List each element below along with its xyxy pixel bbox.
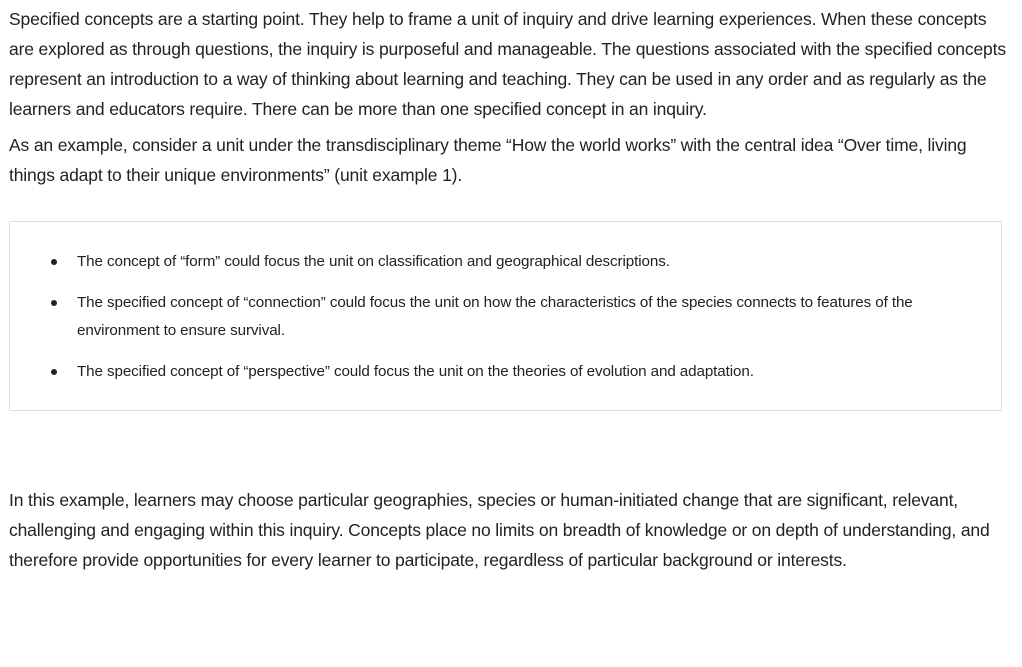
example-paragraph: As an example, consider a unit under the transdisciplinary theme “How the world works” with the central idea “Over time, living things adapt to their unique environments” (unit example 1). (9, 135, 967, 185)
bullet-dot-icon (51, 300, 57, 306)
bullet-text: The specified concept of “connection” could focus the unit on how the characteristics of the species connects to features of the environment to ensure survival. (77, 294, 913, 339)
example-box (9, 221, 1002, 411)
bullet-text: The concept of “form” could focus the unit on classification and geographical descriptions. (77, 253, 670, 270)
bullet-text: The specified concept of “perspective” could focus the unit on the theories of evolution and adaptation. (77, 363, 754, 380)
closing-paragraph: In this example, learners may choose particular geographies, species or human-initiated change that are significant, relevant, challenging and engaging within this inquiry. Concepts place no limits on breadth of knowledge or on depth of understanding, and therefore provide opportunities for every learner to participate, regardless of particular background or interests. (9, 490, 990, 570)
bullet-item-form (10, 248, 981, 276)
intro-paragraph: Specified concepts are a starting point. They help to frame a unit of inquiry and drive learning experiences. When these concepts are explored as through questions, the inquiry is purposeful and manageable. The questions associated with the specified concepts represent an introduction to a way of thinking about learning and teaching. They can be used in any order and as regularly as the learners and educators require. There can be more than one specified concept in an inquiry. (9, 9, 1006, 119)
bullet-dot-icon (51, 369, 57, 375)
concept-bullet-list (10, 248, 981, 386)
bullet-item-perspective (10, 358, 981, 386)
bullet-item-connection (10, 289, 981, 345)
document-body (9, 4, 1009, 575)
bullet-dot-icon (51, 259, 57, 265)
